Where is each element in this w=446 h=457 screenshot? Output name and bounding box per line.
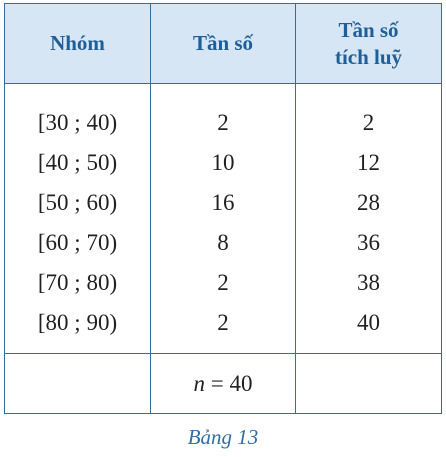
cell-frequency: 10 (151, 147, 296, 187)
table-row (5, 227, 442, 267)
cell-cumulative: 40 (296, 307, 442, 354)
cell-group: [40 ; 50) (5, 147, 151, 187)
frequency-table (4, 3, 442, 414)
table-row (5, 147, 442, 187)
cell-total-empty-right (296, 354, 442, 414)
cell-total-empty-left (5, 354, 151, 414)
total-row (5, 354, 442, 414)
header-frequency: Tần số (151, 4, 296, 84)
table-caption: Bảng 13 (187, 425, 259, 449)
table-footer (5, 354, 442, 414)
table-row (5, 267, 442, 307)
cell-cumulative: 28 (296, 187, 442, 227)
cell-frequency: 16 (151, 187, 296, 227)
cell-group: [60 ; 70) (5, 227, 151, 267)
header-cumulative-line1: Tần số (338, 17, 399, 42)
table-header (5, 4, 442, 84)
cell-group: [80 ; 90) (5, 307, 151, 354)
header-row (5, 4, 442, 84)
cell-frequency: 2 (151, 307, 296, 354)
cell-cumulative: 12 (296, 147, 442, 187)
cell-group: [30 ; 40) (5, 84, 151, 148)
table-body (5, 84, 442, 354)
cell-frequency: 2 (151, 267, 296, 307)
total-value: = 40 (205, 370, 253, 396)
table-row (5, 187, 442, 227)
header-cumulative-line2: tích luỹ (334, 44, 403, 69)
cell-total-n (151, 354, 296, 414)
cell-group: [70 ; 80) (5, 267, 151, 307)
header-group: Nhóm (5, 4, 151, 84)
cell-frequency: 2 (151, 84, 296, 148)
cell-frequency: 8 (151, 227, 296, 267)
header-cumulative-frequency (296, 4, 442, 84)
table-row (5, 84, 442, 148)
cell-group: [50 ; 60) (5, 187, 151, 227)
total-variable: n (193, 370, 205, 396)
table-row (5, 307, 442, 354)
cell-cumulative: 2 (296, 84, 442, 148)
cell-cumulative: 36 (296, 227, 442, 267)
cell-cumulative: 38 (296, 267, 442, 307)
